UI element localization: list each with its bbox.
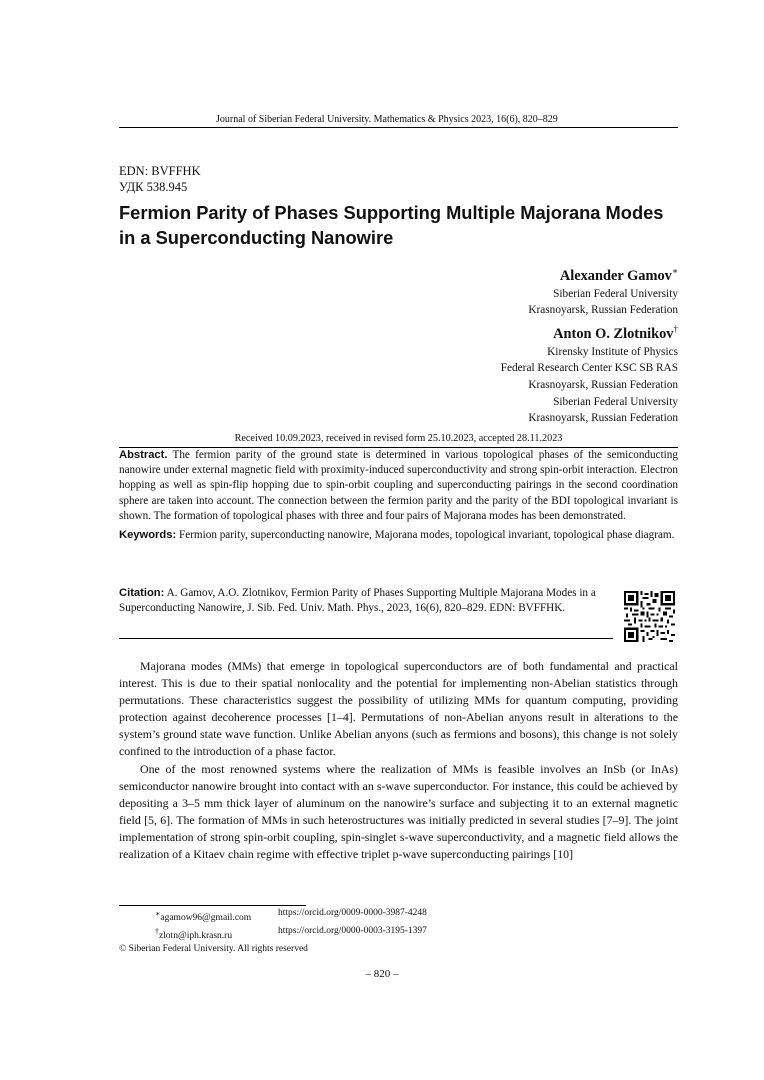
footnote-rule: [119, 905, 306, 906]
footnotes: [119, 907, 678, 956]
abstract-text: The fermion parity of the ground state is determined in various topological phases of the semiconducting nanowire under external magnetic field with proximity-induced superconductivity and strong spin-orbit interaction. Electron hopping as well as spin-flip hopping due to spin-orbit coupling and superconducting pairings in the second coordination sphere are taken into account. The connection between the fermion parity and the parity of the BDI topological invariant is shown. The formation of topological phases with three and four pairs of Majorana modes has been demonstrated.: [119, 449, 678, 522]
footnote-mark: †: [155, 927, 159, 937]
page-number: – 820 –: [365, 968, 399, 980]
header-rule: [119, 127, 678, 128]
paper-title: Fermion Parity of Phases Supporting Multiple Majorana Modes in a Superconducting Nanowire: [119, 202, 664, 248]
received-dates: Received 10.09.2023, received in revised form 25.10.2023, accepted 28.11.2023: [234, 433, 563, 444]
author-name-2: Anton O. Zlotnikov†: [553, 323, 678, 342]
citation: [119, 586, 607, 616]
copyright-notice: © Siberian Federal University. All rights reserved: [119, 944, 308, 955]
running-head: Journal of Siberian Federal University. Mathematics & Physics 2023, 16(6), 820–829: [216, 114, 558, 125]
author-name-1: Alexander Gamov∗: [559, 266, 678, 284]
affiliation-line: Krasnoyarsk, Russian Federation: [528, 304, 678, 317]
affiliation-line: Siberian Federal University: [553, 395, 678, 408]
edn-code: EDN: BVFFHK: [119, 164, 201, 178]
udk-code: УДК 538.945: [119, 180, 188, 194]
affiliation-line: Federal Research Center KSC SB RAS: [500, 362, 678, 375]
keywords-text: Fermion parity, superconducting nanowire, Majorana modes, topological invariant, topological phase diagram.: [179, 529, 675, 542]
paragraph: Majorana modes (MMs) that emerge in topological superconductors are of both fundamental and practical interest. This is due to their spatial nonlocality and the potential for implementing non-Abelian statistics through permutations. These characteristics suggest the possibility of utilizing MMs for quantum computing, providing protection against decoherence processes [1–4]. Permutations of non-Abelian anyons result in alterations to the system’s ground state wave function. Unlike Abelian anyons (such as fermions and bosons), this change is not solely confined to the introduction of a phase factor.: [119, 659, 678, 759]
keywords: [119, 528, 678, 543]
affiliation-line: Krasnoyarsk, Russian Federation: [528, 378, 678, 391]
identifiers: [119, 163, 201, 195]
keywords-label: Keywords:: [119, 529, 177, 542]
citation-text: A. Gamov, A.O. Zlotnikov, Fermion Parity of Phases Supporting Multiple Majorana Modes in a Superconducting Nanowire, J. Sib. Fed. Univ. Math. Phys., 2023, 16(6), 820–829. EDN: BVFFHK.: [119, 587, 596, 615]
affiliation-line: Krasnoyarsk, Russian Federation: [528, 412, 678, 425]
body-text: [119, 658, 678, 863]
qr-code-icon: [624, 591, 675, 642]
footnote-email[interactable]: †zlotn@iph.krasn.ru: [155, 927, 233, 942]
abstract: [119, 448, 678, 524]
footnote-orcid-link[interactable]: https://orcid.org/0000-0003-3195-1397: [278, 926, 427, 937]
author-mark-2: †: [673, 323, 678, 334]
footnote-email[interactable]: ∗agamow96@gmail.com: [155, 909, 252, 924]
affiliation-line: Siberian Federal University: [553, 287, 678, 300]
footnote-mark: ∗: [155, 909, 161, 918]
abstract-block: [119, 448, 678, 547]
author-block: [501, 261, 678, 427]
footnote: [119, 925, 678, 943]
author-mark-1: ∗: [671, 266, 678, 276]
paragraph: One of the most renowned systems where the realization of MMs is feasible involves an InSb (or InAs) semiconductor nanowire brought into contact with an s-wave superconductor. For instance, this could be achieved by depositing a 3–5 mm thick layer of aluminum on the nanowire’s surface and subjecting it to an external magnetic field [5, 6]. The formation of MMs in such heterostructures was initially predicted in several studies [7–9]. The joint implementation of strong spin-orbit coupling, spin-singlet s-wave superconductivity, and a magnetic field allows the realization of a Kitaev chain regime with effective triplet p-wave superconducting pairings [10]: [119, 761, 678, 862]
footnote: [119, 907, 678, 925]
citation-rule: [119, 638, 613, 639]
abstract-label: Abstract.: [119, 449, 168, 461]
citation-label: Citation:: [119, 587, 165, 599]
affiliation-line: Kirensky Institute of Physics: [547, 345, 678, 358]
footnote-orcid-link[interactable]: https://orcid.org/0009-0000-3987-4248: [278, 908, 427, 918]
